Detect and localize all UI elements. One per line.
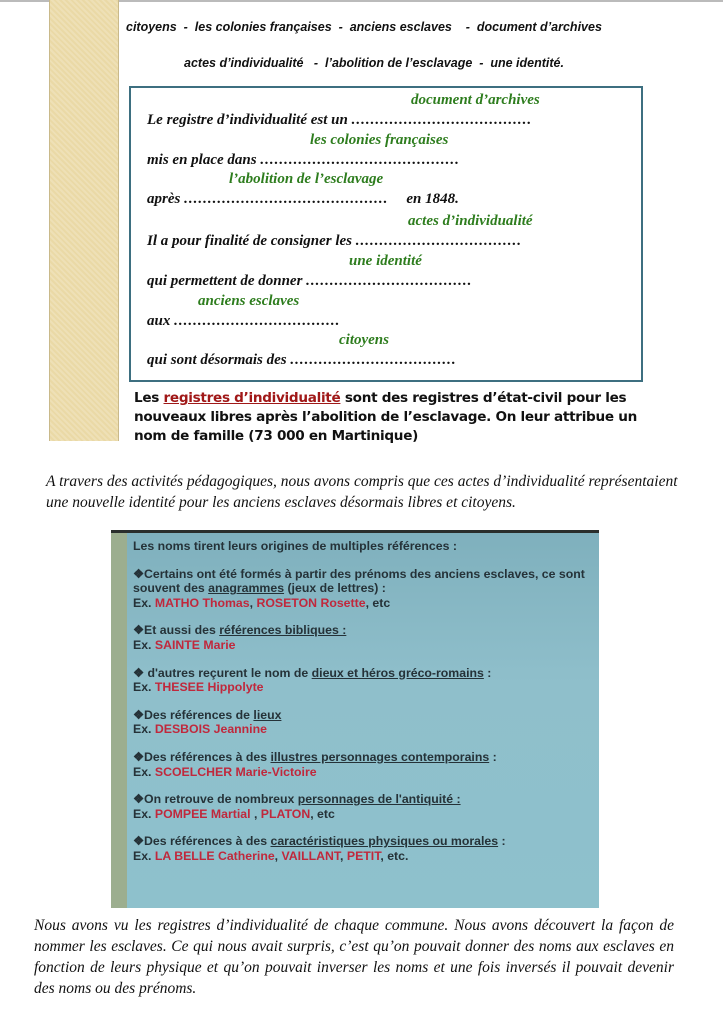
slide-content <box>133 539 595 877</box>
slide-item <box>133 834 595 863</box>
word-bank-line-1: citoyens - les colonies françaises - anciens esclaves - document d’archives <box>126 20 602 34</box>
exercise-answer: anciens esclaves <box>198 293 300 309</box>
slide-item-text: ❖Des références à des <box>133 749 271 764</box>
slide-item-text: : <box>489 749 497 764</box>
exercise-answer: l’abolition de l’esclavage <box>229 171 384 187</box>
slide-item-keyword: personnages de l'antiquité : <box>297 792 461 807</box>
note-prefix: Les <box>134 390 164 406</box>
answer-blank: ................................... <box>355 233 523 249</box>
example-text: Ex. <box>133 637 155 652</box>
example-text: Ex. <box>133 722 155 737</box>
exercise-prompt: qui permettent de donner <box>147 273 303 289</box>
slide-item-text: ❖Et aussi des <box>133 623 220 638</box>
example-text: , etc. <box>380 848 409 863</box>
example-name: LA BELLE Catherine <box>154 848 275 863</box>
exercise-prompt: après <box>147 191 181 207</box>
slide-item-text: ❖Certains ont été formés à partir des prénoms des anciens esclaves, ce sont souvent des <box>133 566 585 596</box>
exercise-answer: document d’archives <box>411 92 540 108</box>
example-text: , etc <box>365 595 391 610</box>
exercise-prompt: qui sont désormais des <box>147 352 287 368</box>
example-name: ROSETON Rosette <box>256 595 366 610</box>
slide-item <box>133 623 595 652</box>
slide-item-keyword: illustres personnages contemporains <box>270 749 490 764</box>
example-text: , <box>250 806 261 821</box>
exercise-line <box>147 273 472 290</box>
slide-item-text: ❖ d'autres reçurent le nom de <box>133 665 312 680</box>
example-name: VAILLANT <box>281 848 341 863</box>
exercise-line <box>147 112 532 129</box>
exercise-prompt: Le registre d’individualité est un <box>147 112 348 128</box>
example-text: Ex. <box>133 764 155 779</box>
answer-blank: ........................................... <box>184 191 389 207</box>
exercise-line <box>147 191 459 208</box>
slide-item-text: (jeux de lettres) : <box>284 581 386 596</box>
example-name: PETIT <box>346 848 381 863</box>
paragraph-activities: A travers des activités pédagogiques, nous avons compris que ces actes d’individualité représentaient une nouvelle identité pour les anciens esclaves désormais libres et citoyens. <box>46 473 678 511</box>
exercise-answer: actes d’individualité <box>408 213 533 229</box>
example-name: SCOELCHER Marie-Victoire <box>154 764 317 779</box>
exercise-line <box>147 152 460 169</box>
slide-item-keyword: dieux et héros gréco-romains <box>311 665 484 680</box>
example-name: POMPEE Martial <box>154 806 251 821</box>
example-name: SAINTE Marie <box>154 637 236 652</box>
exercise-answer: une identité <box>349 253 422 269</box>
answer-blank: .......................................... <box>260 152 460 168</box>
paragraph-registers: Nous avons vu les registres d’individualité de chaque commune. Nous avons découvert la façon de nommer les esclaves. Ce qui nous avait surpris, c’est qu’on pouvait donner des noms aux esclaves en fonction de leurs physique et qu’on pouvait inverser les noms et une fois inversés il pouvait devenir des noms ou des prénoms. <box>34 917 674 997</box>
answer-blank: ................................... <box>174 313 341 329</box>
exercise-answer: citoyens <box>339 332 389 348</box>
slide-title: Les noms tirent leurs origines de multiples références : <box>133 539 457 553</box>
slide-item-text: ❖Des références à des <box>133 834 271 849</box>
slide-item-text: ❖On retrouve de nombreux <box>133 792 298 807</box>
example-text: Ex. <box>133 595 155 610</box>
slide-item-keyword: références bibliques : <box>219 623 347 638</box>
slide-item <box>133 567 595 611</box>
exercise-line <box>147 233 522 250</box>
answer-blank: ................................... <box>306 273 473 289</box>
decorative-side-bar <box>49 0 119 441</box>
slide-item-text: : <box>498 834 506 849</box>
note-highlight: registres d’individualité <box>163 390 341 406</box>
exercise-answer: les colonies françaises <box>310 132 449 148</box>
exercise-prompt: Il a pour finalité de consigner les <box>147 233 353 249</box>
answer-blank: ................................... <box>290 352 457 368</box>
exercise-line <box>147 313 340 330</box>
word-bank-line-2: actes d’individualité - l’abolition de l’esclavage - une identité. <box>184 56 564 70</box>
slide-item <box>133 708 595 737</box>
note-text: sont des registres d’état-civil pour les nouveaux libres après l’abolition de l’esclavage. On leur attribue un nom de famille (73 000 en Martinique) <box>134 390 637 444</box>
registry-note <box>134 389 644 446</box>
example-text: , <box>249 595 257 610</box>
exercise-prompt: mis en place dans <box>147 152 257 168</box>
slide-item-keyword: anagrammes <box>208 581 285 596</box>
example-name: MATHO Thomas <box>154 595 250 610</box>
example-name: THESEE Hippolyte <box>154 680 264 695</box>
example-name: DESBOIS Jeannine <box>154 722 267 737</box>
exercise-suffix: en 1848. <box>406 191 459 207</box>
answer-blank: ...................................... <box>351 112 533 128</box>
slide-photo <box>111 530 599 908</box>
fill-in-exercise-box <box>129 86 643 382</box>
slide-item-keyword: caractéristiques physiques ou morales <box>270 834 499 849</box>
slide-item <box>133 666 595 695</box>
example-text: Ex. <box>133 848 155 863</box>
example-text: Ex. <box>133 806 155 821</box>
slide-item <box>133 750 595 779</box>
example-name: PLATON <box>260 806 311 821</box>
example-text: , etc <box>310 806 335 821</box>
exercise-line <box>147 352 457 369</box>
example-text: Ex. <box>133 680 155 695</box>
example-text: , <box>274 848 282 863</box>
exercise-prompt: aux <box>147 313 171 329</box>
slide-item-text: : <box>483 665 492 680</box>
slide-item-text: ❖Des références de <box>133 707 254 722</box>
slide-photo-edge <box>111 533 127 908</box>
slide-item-keyword: lieux <box>253 707 282 722</box>
slide-item <box>133 792 595 821</box>
example-text: , <box>340 848 347 863</box>
